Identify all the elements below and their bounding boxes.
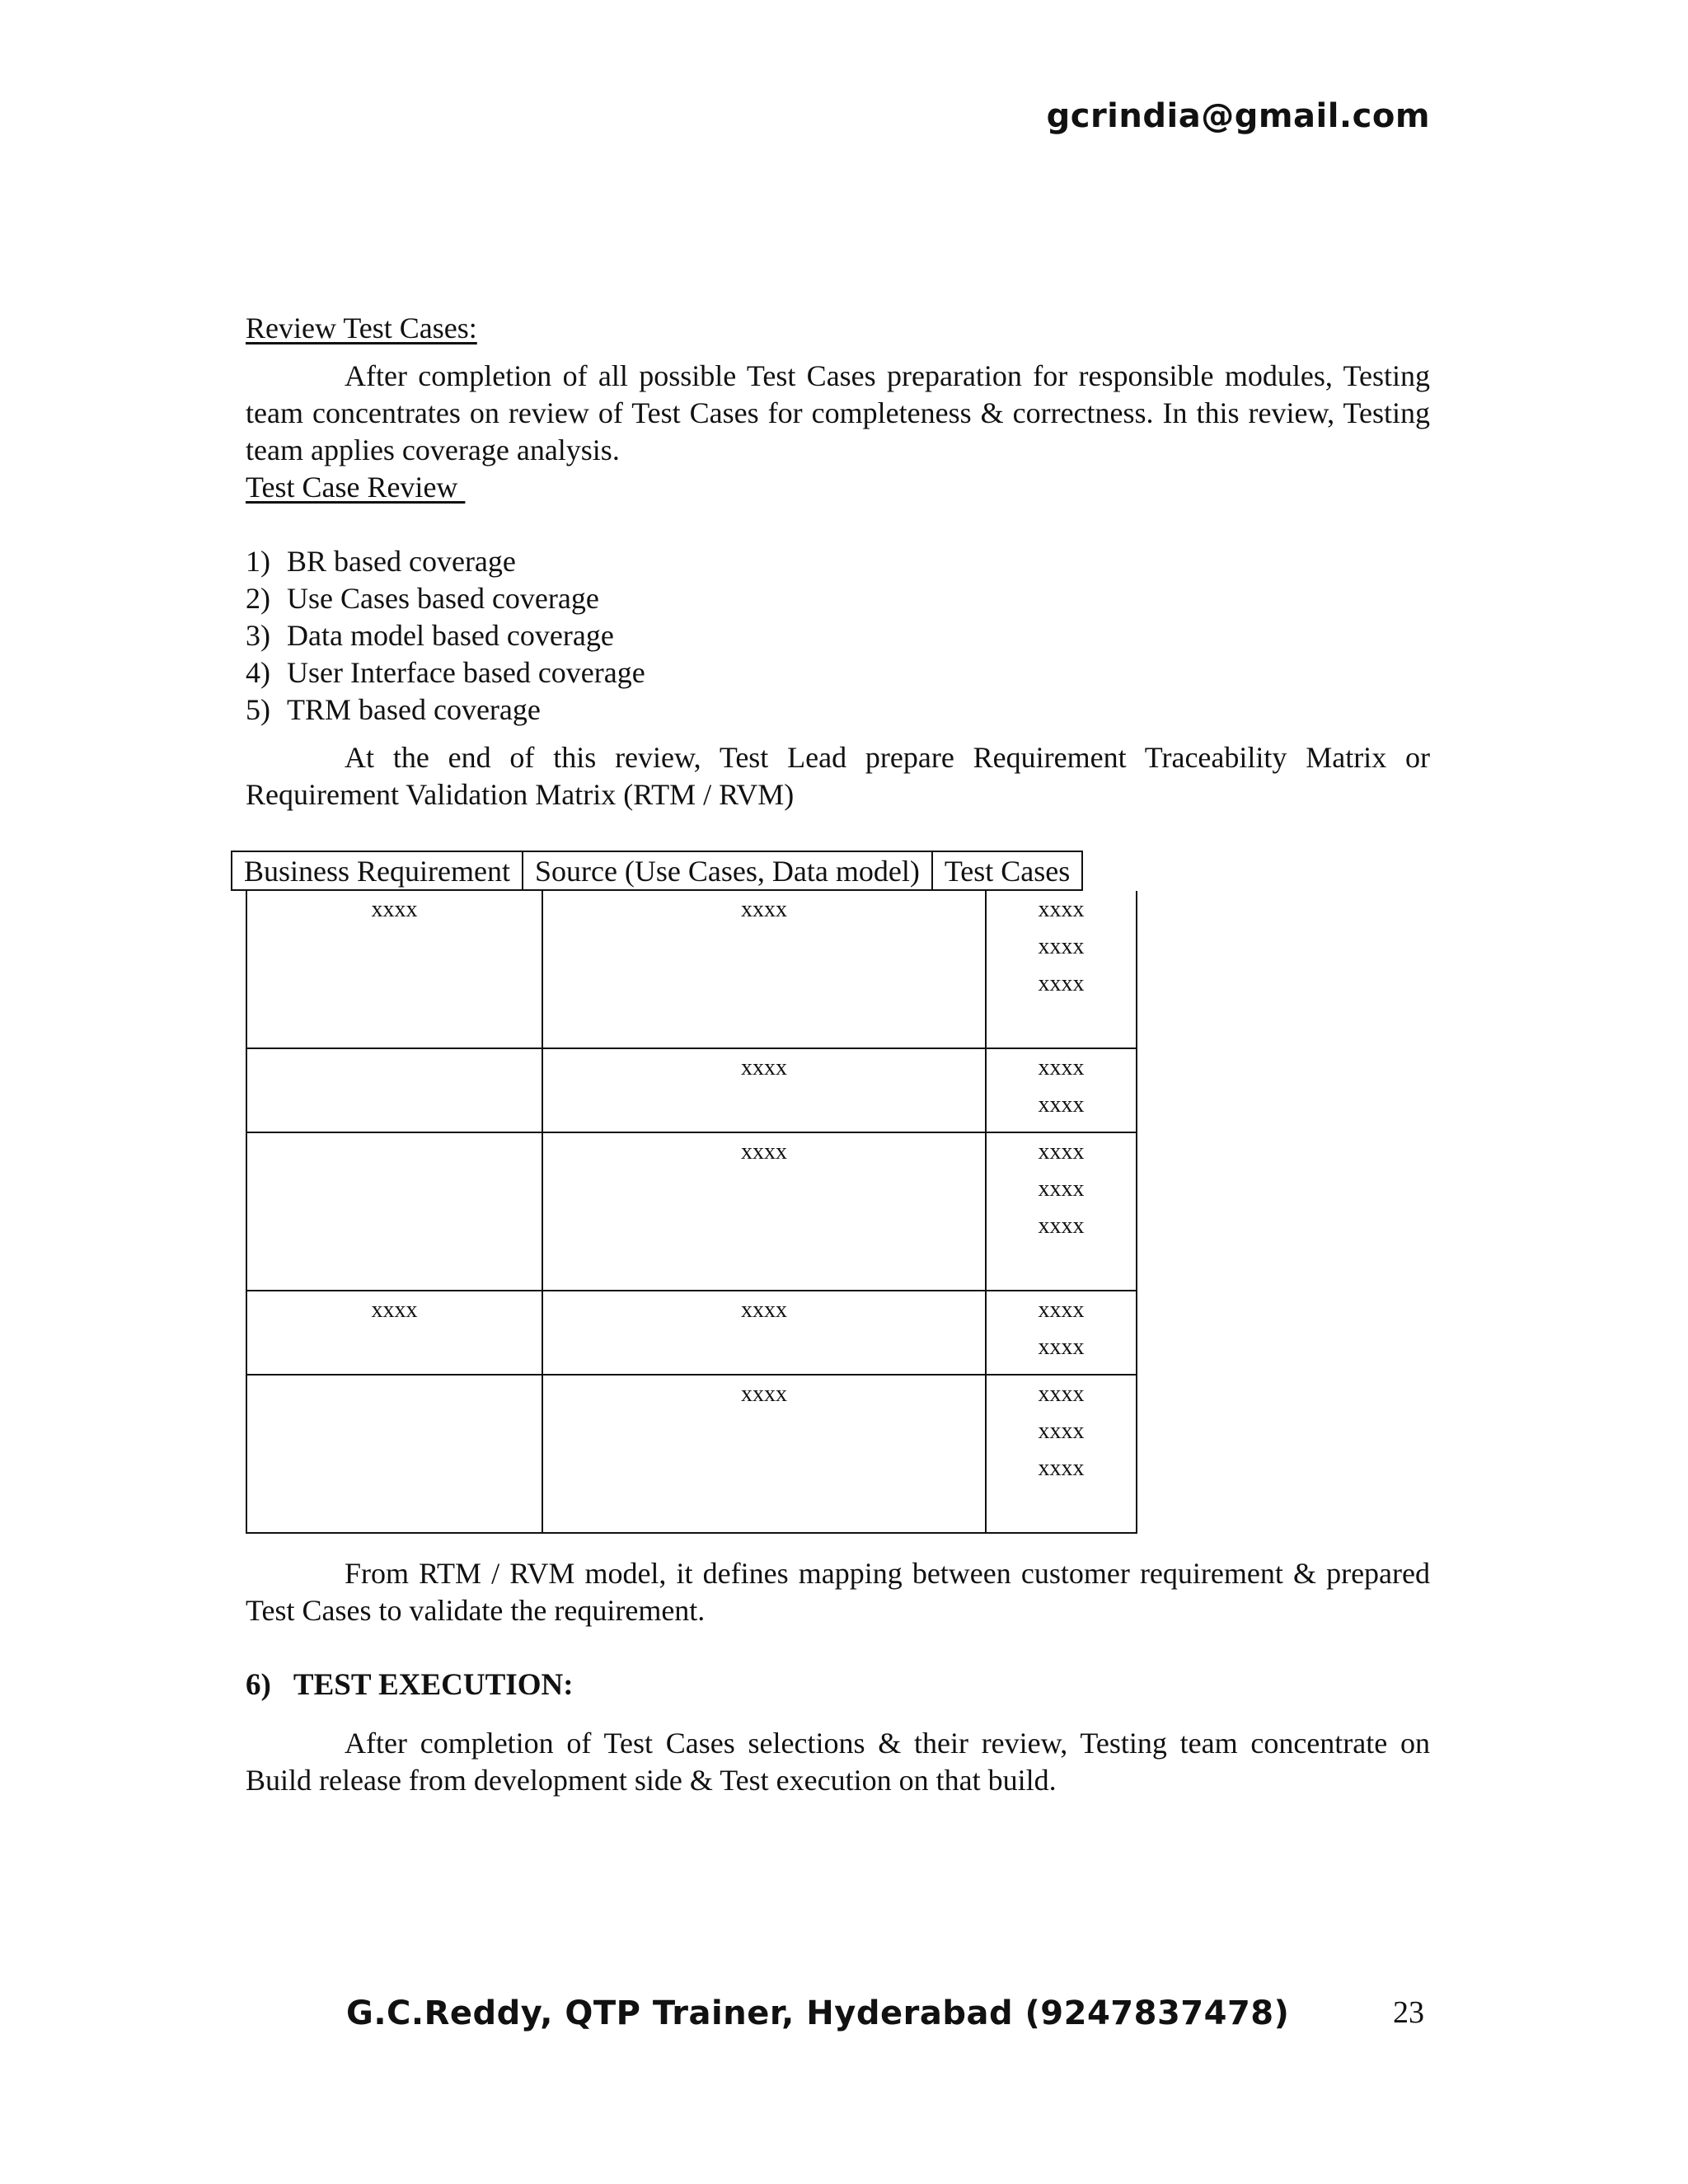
list-item <box>246 543 1430 580</box>
cell-business-requirement <box>247 1133 543 1290</box>
cell-business-requirement <box>247 1291 543 1374</box>
cell-value: xxxx <box>1038 971 1085 996</box>
cell-business-requirement <box>247 891 543 1047</box>
cell-value: xxxx <box>1038 934 1085 959</box>
list-number: 4) <box>246 656 270 689</box>
list-number: 1) <box>246 545 270 578</box>
section-title: Review Test Cases: <box>246 312 477 344</box>
rtm-intro-paragraph: At the end of this review, Test Lead prepare Requirement Traceability Matrix or Requirement Validation Matrix (RTM / RVM) <box>246 741 1430 811</box>
page-content <box>246 310 1430 1799</box>
cell-value: xxxx <box>1038 1092 1085 1118</box>
subheading: Test Case Review <box>246 471 466 504</box>
list-item <box>246 580 1430 617</box>
list-text: Data model based coverage <box>287 619 614 652</box>
coverage-list <box>246 543 1430 729</box>
cell-source <box>543 1291 987 1374</box>
header-business-requirement: Business Requirement <box>232 851 523 890</box>
execution-heading: 6) TEST EXECUTION: <box>246 1668 574 1702</box>
execution-paragraph: After completion of Test Cases selections & their review, Testing team concentrate on Build release from development side & Test execution on that build. <box>246 1727 1430 1797</box>
table-row <box>247 1376 1136 1532</box>
cell-business-requirement <box>247 1376 543 1532</box>
cell-business-requirement <box>247 1049 543 1132</box>
rtm-table-body <box>246 891 1137 1534</box>
page-number: 23 <box>1393 1995 1424 2030</box>
header-test-cases: Test Cases <box>932 851 1082 890</box>
list-item <box>246 691 1430 729</box>
cell-value: xxxx <box>1038 1213 1085 1239</box>
cell-value: xxxx <box>1038 1418 1085 1444</box>
cell-value: xxxx <box>1038 1297 1085 1323</box>
cell-test-cases <box>987 1049 1136 1132</box>
cell-value: xxxx <box>371 1297 418 1323</box>
table-row <box>247 891 1136 1049</box>
cell-value: xxxx <box>1038 1055 1085 1080</box>
list-number: 5) <box>246 693 270 726</box>
table-row <box>247 1291 1136 1376</box>
cell-value: xxxx <box>1038 1334 1085 1360</box>
cell-value: xxxx <box>741 897 787 922</box>
list-number: 3) <box>246 619 270 652</box>
cell-test-cases <box>987 1291 1136 1374</box>
cell-value: xxxx <box>1038 897 1085 922</box>
cell-source <box>543 1133 987 1290</box>
list-item <box>246 654 1430 691</box>
footer-text: G.C.Reddy, QTP Trainer, Hyderabad (9247837478) <box>346 1994 1290 2032</box>
cell-value: xxxx <box>1038 1455 1085 1481</box>
cell-value: xxxx <box>1038 1176 1085 1202</box>
cell-source <box>543 1049 987 1132</box>
cell-value: xxxx <box>741 1055 787 1080</box>
intro-paragraph: After completion of all possible Test Cases preparation for responsible modules, Testing team concentrates on review of Test Cases for completeness & correctness. In this review, Testing team applies coverage analysis. <box>246 359 1430 466</box>
header-source: Source (Use Cases, Data model) <box>523 851 932 890</box>
cell-source <box>543 1376 987 1532</box>
cell-test-cases <box>987 1133 1136 1290</box>
list-text: BR based coverage <box>287 545 516 578</box>
list-text: TRM based coverage <box>287 693 541 726</box>
cell-value: xxxx <box>741 1139 787 1165</box>
list-item <box>246 617 1430 654</box>
list-text: Use Cases based coverage <box>287 582 599 615</box>
list-number: 2) <box>246 582 270 615</box>
rtm-table <box>231 851 1148 1534</box>
cell-test-cases <box>987 891 1136 1047</box>
header-email: gcrindia@gmail.com <box>1046 97 1430 135</box>
cell-source <box>543 891 987 1047</box>
cell-value: xxxx <box>741 1297 787 1323</box>
table-row <box>247 1049 1136 1133</box>
cell-value: xxxx <box>371 897 418 922</box>
list-text: User Interface based coverage <box>287 656 645 689</box>
rtm-table-header <box>231 851 1083 891</box>
table-row <box>247 1133 1136 1291</box>
cell-value: xxxx <box>741 1381 787 1407</box>
cell-value: xxxx <box>1038 1139 1085 1165</box>
rtm-outro-paragraph: From RTM / RVM model, it defines mapping between customer requirement & prepared Test Cases to validate the requirement. <box>246 1557 1430 1627</box>
cell-value: xxxx <box>1038 1381 1085 1407</box>
cell-test-cases <box>987 1376 1136 1532</box>
